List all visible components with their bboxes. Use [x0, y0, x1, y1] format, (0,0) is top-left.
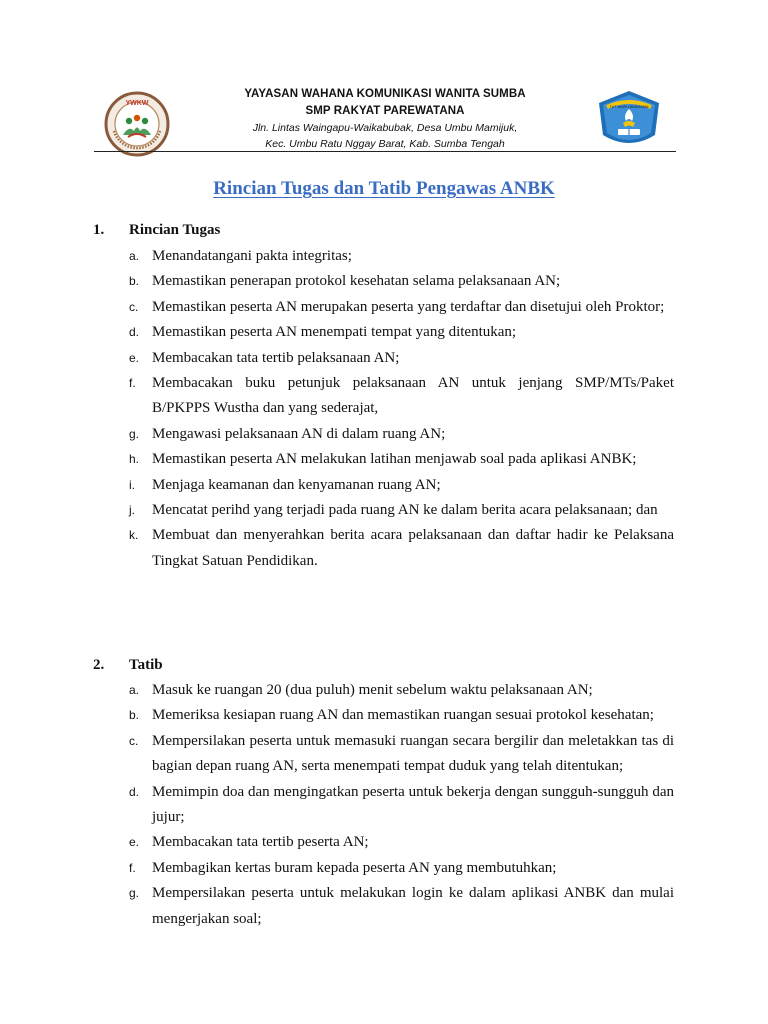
list-marker: a. [129, 249, 140, 263]
list-marker: k. [129, 528, 139, 543]
list-marker: b. [129, 708, 140, 723]
list-marker: j. [129, 503, 135, 518]
list-item [129, 447, 674, 472]
list-item [129, 729, 674, 780]
list-item-text: Memastikan peserta AN menempati tempat yang ditentukan; [152, 324, 517, 341]
rincian-tugas-list [129, 244, 674, 574]
section-number: 2. [93, 657, 105, 673]
list-item-text: Memeriksa kesiapan ruang AN dan memastikan ruangan sesuai protokol kesehatan; [152, 707, 654, 724]
list-marker: f. [129, 860, 136, 875]
section-heading-tatib [93, 653, 163, 678]
list-item [129, 523, 674, 574]
list-marker: c. [129, 299, 139, 314]
section-number: 1. [93, 222, 105, 238]
list-item-text: Memastikan peserta AN merupakan peserta yang terdaftar dan disetujui oleh Proktor; [152, 298, 665, 315]
list-marker: f. [129, 376, 136, 391]
section-heading-rincian-tugas [93, 218, 220, 243]
list-item-text: Mencatat perihd yang terjadi pada ruang AN ke dalam berita acara pelaksanaan; dan [152, 502, 658, 519]
list-marker: e. [129, 835, 140, 850]
list-marker: i. [129, 477, 135, 492]
list-item [129, 269, 674, 294]
list-item-text: Menjaga keamanan dan kenyamanan ruang AN; [152, 476, 441, 493]
tut-wuri-handayani-logo [593, 89, 665, 151]
organization-name: YAYASAN WAHANA KOMUNIKASI WANITA SUMBA [244, 88, 526, 100]
list-marker: h. [129, 452, 140, 467]
list-item [129, 422, 674, 447]
list-item-text: Membacakan buku petunjuk pelaksanaan AN untuk jenjang SMP/MTs/Paket B/PKPPS Wustha dan yang sederajat, [152, 375, 674, 417]
section-title: Rincian Tugas [129, 222, 221, 238]
list-item-text: Mempersilakan peserta untuk memasuki ruangan secara bergilir dan meletakkan tas di bagian depan ruang AN, serta menempati tempat duduk yang telah ditentukan; [152, 732, 674, 775]
list-item-text: Memastikan peserta AN melakukan latihan menjawab soal pada aplikasi ANBK; [152, 451, 637, 468]
list-marker: a. [129, 683, 140, 697]
list-item-text: Memimpin doa dan mengingatkan peserta untuk bekerja dengan sungguh-sungguh dan jujur; [152, 783, 674, 826]
list-item [129, 881, 674, 932]
list-item [129, 678, 674, 703]
list-item-text: Membacakan tata tertib pelaksanaan AN; [152, 349, 400, 366]
list-item-text: Memastikan penerapan protokol kesehatan selama pelaksanaan AN; [152, 273, 561, 290]
section-title: Tatib [129, 657, 163, 673]
list-marker: d. [129, 325, 140, 340]
list-item-text: Masuk ke ruangan 20 (dua puluh) menit sebelum waktu pelaksanaan AN; [152, 682, 593, 698]
tut-wuri-logo-text: TUT WURI HANDAYANI [609, 105, 649, 109]
list-item-text: Mempersilakan peserta untuk melakukan login ke dalam aplikasi ANBK dan mulai mengerjakan soal; [152, 885, 674, 927]
list-item [129, 295, 674, 320]
ywkw-logo-text: YWKW [125, 100, 149, 107]
list-item [129, 703, 674, 728]
list-item [129, 244, 674, 269]
list-marker: g. [129, 886, 140, 901]
list-item [129, 371, 674, 422]
list-item-text: Membuat dan menyerahkan berita acara pelaksanaan dan daftar hadir ke Pelaksana Tingkat Satuan Pendidikan. [152, 527, 674, 569]
list-item [129, 780, 674, 831]
document-title: Rincian Tugas dan Tatib Pengawas ANBK [213, 178, 555, 199]
address-line-1: Jln. Lintas Waingapu-Waikabubak, Desa Umbu Mamijuk, [252, 122, 518, 134]
list-item-text: Menandatangani pakta integritas; [152, 248, 352, 264]
list-marker: c. [129, 733, 139, 748]
letterhead-divider [94, 151, 676, 152]
letterhead [185, 86, 585, 152]
list-marker: b. [129, 274, 140, 289]
list-item [129, 830, 674, 855]
list-marker: e. [129, 350, 140, 365]
tatib-list [129, 678, 674, 932]
list-item-text: Membacakan tata tertib peserta AN; [152, 834, 369, 851]
list-item [129, 856, 674, 881]
list-marker: d. [129, 784, 140, 799]
list-marker: g. [129, 426, 140, 441]
list-item [129, 320, 674, 345]
address-line-2: Kec. Umbu Ratu Nggay Barat, Kab. Sumba Tengah [265, 138, 505, 150]
list-item [129, 473, 674, 498]
list-item [129, 346, 674, 371]
school-name: SMP RAKYAT PAREWATANA [305, 105, 465, 117]
list-item-text: Mengawasi pelaksanaan AN di dalam ruang AN; [152, 425, 446, 442]
ywkw-logo [104, 91, 170, 157]
list-item-text: Membagikan kertas buram kepada peserta AN yang membutuhkan; [152, 859, 557, 876]
list-item [129, 498, 674, 523]
